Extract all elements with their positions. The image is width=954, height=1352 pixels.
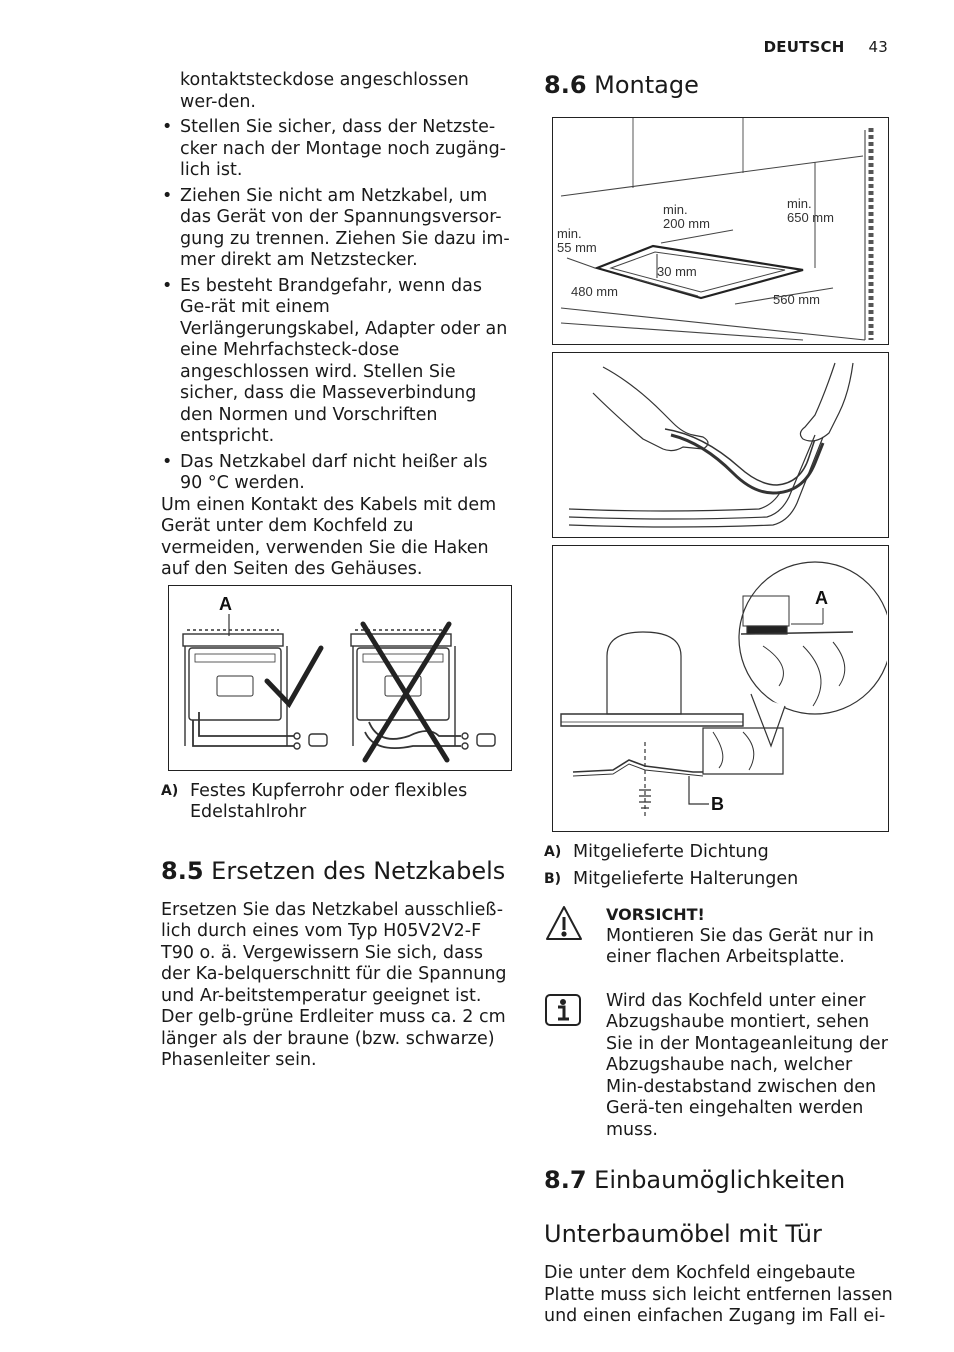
section-heading-8-5: 8.5 Ersetzen des Netzkabels <box>161 856 506 885</box>
left-column <box>161 70 511 1072</box>
figure-label-b: B <box>711 794 724 814</box>
dim-min-55: min. <box>557 226 582 241</box>
page-number: 43 <box>868 38 888 56</box>
list-item: • Das Netzkabel darf nicht heißer als 90 °C werden. <box>161 452 511 495</box>
cable-paragraph: Um einen Kontakt des Kabels mit dem Gerät unter dem Kochfeld zu vermeiden, verwenden Sie die Haken auf den Seiten des Gehäuses. <box>161 494 497 579</box>
warning-notice <box>544 904 894 969</box>
legend-item: B) Mitgelieferte Halterungen <box>544 868 799 889</box>
info-text: Wird das Kochfeld unter einer Abzugshaube montiert, sehen Sie in der Montageanleitung der Abzugshaube nach, welcher Min-destabstand zwischen den Gerä-ten eingehalten werden muss. <box>606 990 888 1140</box>
installation-dimensions-figure <box>552 117 889 345</box>
figure-label-a: A <box>815 588 828 608</box>
bullet-list <box>161 117 511 495</box>
dim-min-200: min. <box>663 202 688 217</box>
seal-application-figure <box>552 352 889 538</box>
figure-legend <box>544 842 894 890</box>
dim-200mm: 200 mm <box>663 216 710 231</box>
cable-routing-figure <box>168 585 512 771</box>
section-heading-8-6: 8.6 Montage <box>544 71 699 99</box>
section-label: DEUTSCH <box>763 38 845 56</box>
bracket-mounting-figure <box>552 545 889 832</box>
dim-480mm: 480 mm <box>571 284 618 299</box>
list-item: • Es besteht Brandgefahr, wenn das Ge-rät mit einem Verlängerungskabel, Adapter oder an eine Mehrfachsteck-dose angeschlossen wird. Stellen Sie sicher, dass die Masseverbindung den Normen und Vorschriften entspricht. <box>161 276 511 448</box>
warning-text: Montieren Sie das Gerät nur in einer flachen Arbeitsplatte. <box>606 925 874 967</box>
warning-title: VORSICHT! <box>606 905 705 924</box>
list-item: • Ziehen Sie nicht am Netzkabel, um das Gerät von der Spannungsversor-gung zu trennen. Ziehen Sie dazu im-mer direkt am Netzstecker. <box>161 186 511 272</box>
right-column <box>544 70 894 1328</box>
dim-min-650: min. <box>787 196 812 211</box>
legend-item: A) Mitgelieferte Dichtung <box>544 842 769 862</box>
list-item: • Stellen Sie sicher, dass der Netzste-cker nach der Montage noch zugäng-lich ist. <box>161 117 511 182</box>
section-8-5-text: Ersetzen Sie das Netzkabel ausschließ-lich durch eines vom Typ H05V2V2-F T90 o. ä. Vergewissern Sie sich, dass der Ka-belquerschnitt für die Spannung und Ar-beitstemperatur geeignet ist. Der gelb-grüne Erdleiter muss ca. 2 cm länger als der braune (bzw. schwarze) Phasenleiter sein. <box>161 899 507 1070</box>
page-header <box>764 38 888 56</box>
figure-legend <box>161 781 511 824</box>
info-icon <box>544 991 582 1029</box>
section-heading-8-7: 8.7 Einbaumöglichkeiten <box>544 1166 846 1194</box>
dim-650mm: 650 mm <box>787 210 834 225</box>
subheading: Unterbaumöbel mit Tür <box>544 1220 822 1248</box>
figure-label-a: A <box>219 593 232 614</box>
legend-item: A) Festes Kupferrohr oder flexibles Edelstahlrohr <box>161 780 468 822</box>
info-notice <box>544 991 894 1142</box>
section-8-7-text: Die unter dem Kochfeld eingebaute Platte muss sich leicht entfernen lassen und einen einfachen Zugang im Fall ei- <box>544 1263 893 1326</box>
dim-560mm: 560 mm <box>773 292 820 307</box>
dim-55mm: 55 mm <box>557 240 597 255</box>
dim-30mm: 30 mm <box>657 264 697 279</box>
continuation-text: kontaktsteckdose angeschlossen wer-den. <box>180 70 469 112</box>
warning-triangle-icon <box>544 904 584 942</box>
cross-mark-icon <box>363 624 449 760</box>
